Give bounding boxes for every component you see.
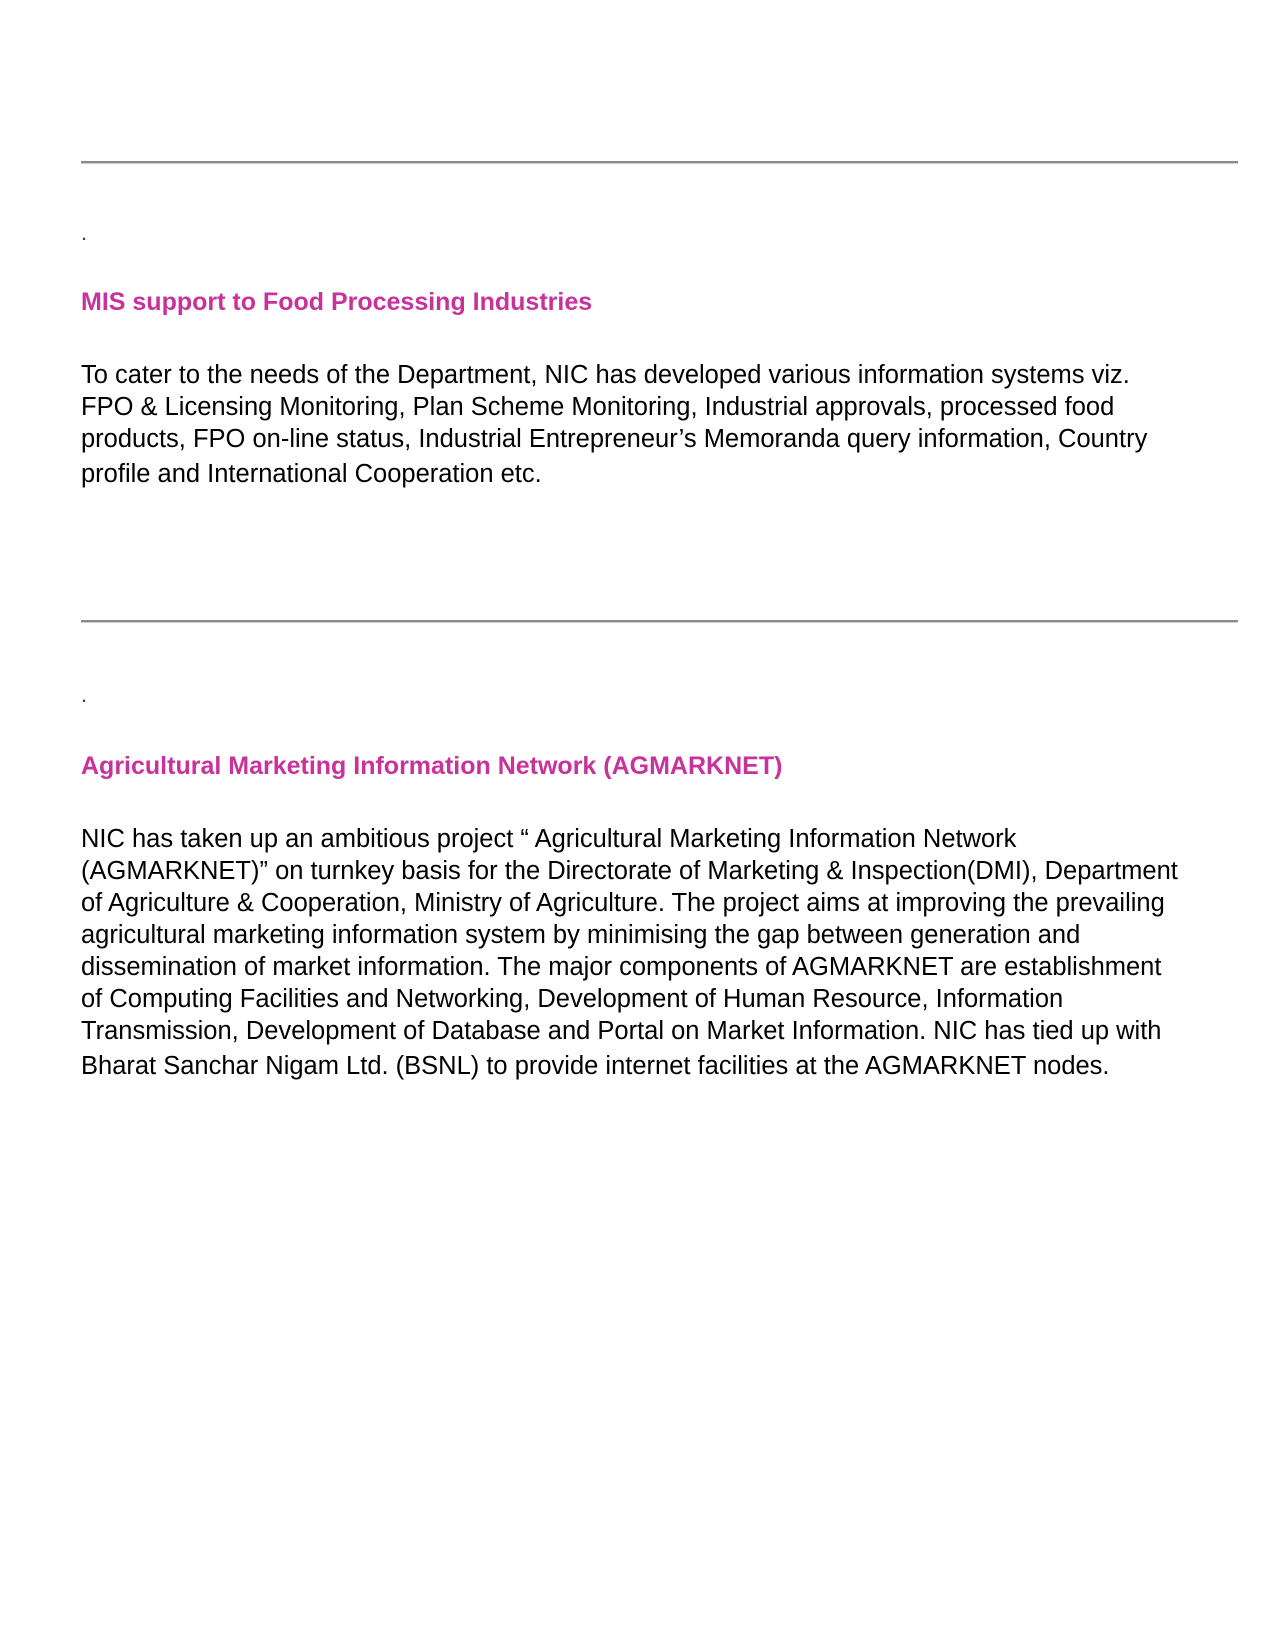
- section-paragraph-agmarknet: [81, 823, 1251, 1082]
- paragraph-line: dissemination of market information. The major components of AGMARKNET are establishment: [81, 953, 1162, 981]
- paragraph-line: profile and International Cooperation etc.: [81, 460, 542, 488]
- paragraph-line: agricultural marketing information system by minimising the gap between generation and: [81, 921, 1081, 949]
- horizontal-rule: [81, 161, 1238, 164]
- paragraph-line: NIC has taken up an ambitious project “ Agricultural Marketing Information Network: [81, 825, 1017, 853]
- paragraph-line: (AGMARKNET)” on turnkey basis for the Directorate of Marketing & Inspection(DMI), Department: [81, 857, 1178, 885]
- paragraph-line: of Agriculture & Cooperation, Ministry of Agriculture. The project aims at improving the prevailing: [81, 889, 1165, 917]
- paragraph-line: Bharat Sanchar Nigam Ltd. (BSNL) to provide internet facilities at the AGMARKNET nodes.: [81, 1052, 1110, 1080]
- section-bullet: .: [81, 682, 88, 707]
- paragraph-line: Transmission, Development of Database and Portal on Market Information. NIC has tied up with: [81, 1017, 1162, 1045]
- paragraph-line: products, FPO on-line status, Industrial Entrepreneur’s Memoranda query information, Country: [81, 425, 1148, 453]
- section-heading-mis: MIS support to Food Processing Industries: [81, 288, 593, 316]
- paragraph-line: FPO & Licensing Monitoring, Plan Scheme Monitoring, Industrial approvals, processed food: [81, 393, 1115, 421]
- paragraph-line: To cater to the needs of the Department, NIC has developed various information systems viz.: [81, 361, 1130, 389]
- section-bullet: .: [81, 220, 88, 245]
- section-heading-agmarknet: Agricultural Marketing Information Network (AGMARKNET): [81, 752, 783, 780]
- horizontal-rule: [81, 620, 1238, 623]
- paragraph-line: of Computing Facilities and Networking, Development of Human Resource, Information: [81, 985, 1064, 1013]
- section-paragraph-mis: [81, 359, 1251, 490]
